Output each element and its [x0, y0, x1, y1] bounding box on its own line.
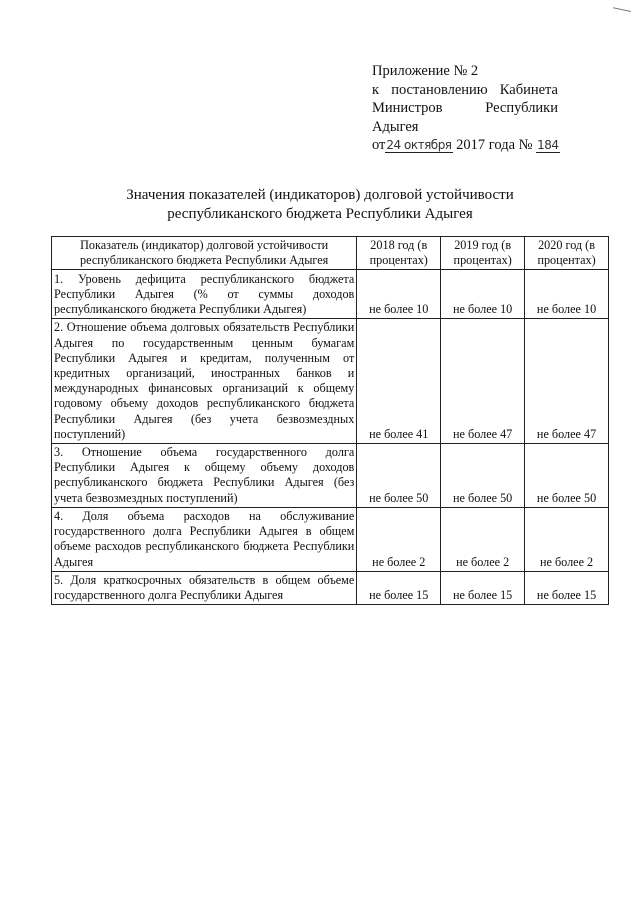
value-2020: не более 2 — [525, 507, 609, 571]
appendix-adygea: Адыгея — [372, 118, 419, 135]
appendix-resolution-line — [372, 81, 558, 100]
value-2019: не более 47 — [441, 319, 525, 444]
title-line-2: республиканского бюджета Республики Адыгея — [167, 206, 473, 222]
value-2020: не более 47 — [525, 319, 609, 444]
table-row — [52, 270, 609, 319]
date-year-text: 2017 года № — [456, 137, 533, 153]
appendix-word-cabinet: Кабинета — [499, 81, 558, 98]
value-2020: не более 10 — [525, 270, 609, 319]
header-2019: 2019 год (в процентах) — [441, 237, 525, 270]
appendix-word-republic: Республики — [485, 100, 558, 116]
indicator-cell: 1. Уровень дефицита республиканского бюджета Республики Адыгея (% от суммы доходов республиканского бюджета Республики Адыгея) — [52, 270, 357, 319]
indicators-table — [51, 236, 609, 605]
appendix-ministers-line — [372, 99, 558, 118]
appendix-date-line — [372, 136, 558, 155]
value-2018: не более 41 — [357, 319, 441, 444]
header-2018: 2018 год (в процентах) — [357, 237, 441, 270]
title-line-1: Значения показателей (индикаторов) долговой устойчивости — [126, 187, 514, 203]
table-row — [52, 507, 609, 571]
indicator-cell: 3. Отношение объема государственного долга Республики Адыгея к общему объему доходов республиканского бюджета Республики Адыгея (без учета безвозмездных поступлений) — [52, 444, 357, 508]
value-2019: не более 2 — [441, 507, 525, 571]
appendix-word-ministers: Министров — [372, 100, 443, 116]
scan-corner-mark — [611, 7, 631, 22]
appendix-header — [372, 62, 558, 155]
value-2020: не более 50 — [525, 444, 609, 508]
appendix-word-k: к — [372, 81, 380, 98]
value-2020: не более 15 — [525, 571, 609, 604]
value-2018: не более 50 — [357, 444, 441, 508]
value-2018: не более 2 — [357, 507, 441, 571]
value-2018: не более 10 — [357, 270, 441, 319]
handwritten-date: 24 октября — [386, 138, 452, 152]
table-row — [52, 319, 609, 444]
table-header-row — [52, 237, 609, 270]
indicator-cell: 4. Доля объема расходов на обслуживание государственного долга Республики Адыгея в общем объеме расходов республиканского бюджета Республики Адыгея — [52, 507, 357, 571]
appendix-word-resolution: постановлению — [391, 81, 488, 98]
value-2019: не более 15 — [441, 571, 525, 604]
handwritten-number: 184 — [537, 138, 559, 152]
header-2020: 2020 год (в процентах) — [525, 237, 609, 270]
table-row — [52, 571, 609, 604]
header-indicator: Показатель (индикатор) долговой устойчивости республиканского бюджета Республики Адыгея — [52, 237, 357, 270]
document-title — [70, 186, 570, 224]
value-2019: не более 10 — [441, 270, 525, 319]
indicator-cell: 5. Доля краткосрочных обязательств в общем объеме государственного долга Республики Адыгея — [52, 571, 357, 604]
appendix-number: Приложение № 2 — [372, 63, 479, 79]
indicator-cell: 2. Отношение объема долговых обязательств Республики Адыгея по государственным ценным бумагам Республики Адыгея и кредитам, полученным от кредитных организаций, иностранных банков и международных финансовых организаций к общему годовому объему доходов республиканского бюджета Республики Адыгея (без учета безвозмездных поступлений) — [52, 319, 357, 444]
value-2018: не более 15 — [357, 571, 441, 604]
date-prefix: от — [372, 137, 386, 153]
table-row — [52, 444, 609, 508]
value-2019: не более 50 — [441, 444, 525, 508]
